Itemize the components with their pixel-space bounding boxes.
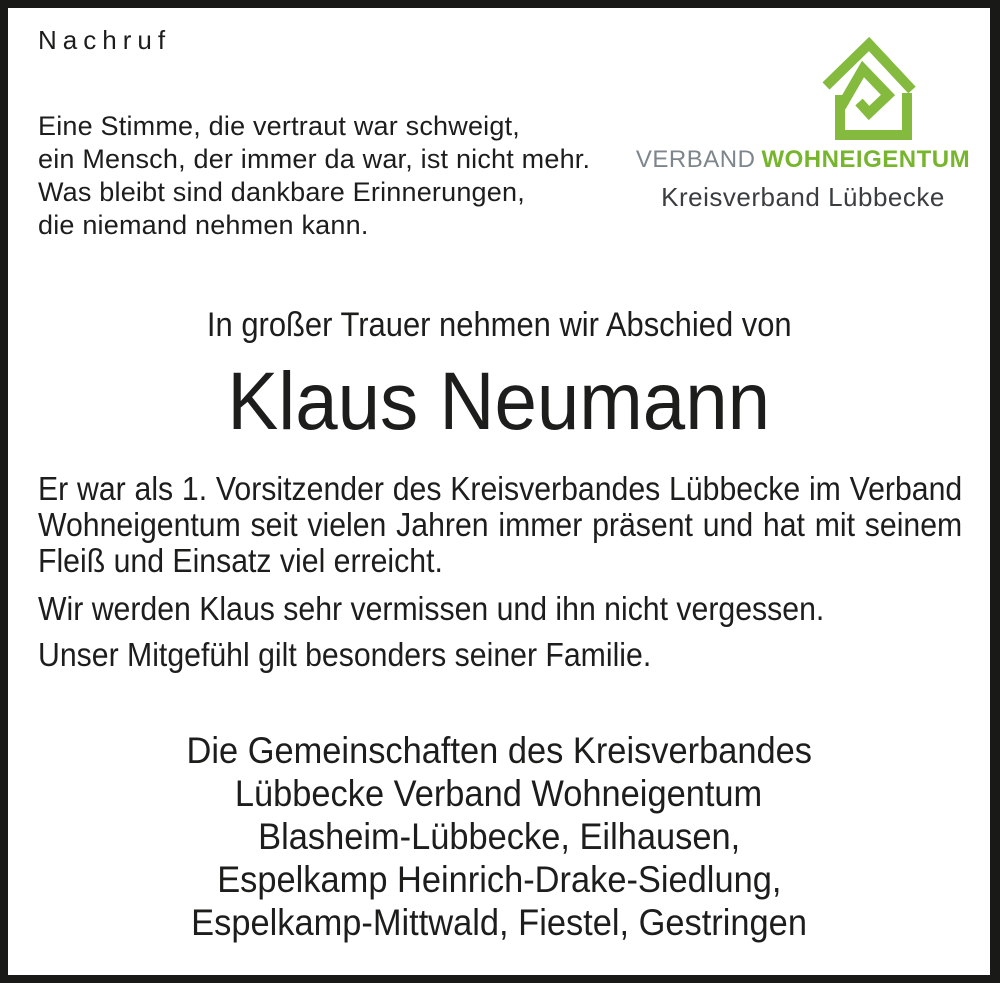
- intro-text: In großer Trauer nehmen wir Abschied von: [206, 306, 792, 344]
- org-name-verband: VERBAND: [635, 146, 756, 173]
- closing-line-3: Blasheim-Lübbecke, Eilhausen,: [257, 816, 741, 857]
- poem-line-1: Eine Stimme, die vertraut war schweigt,: [38, 111, 520, 141]
- house-logo-icon: [818, 33, 918, 145]
- poem-line-4: die niemand nehmen kann.: [38, 210, 369, 240]
- tribute-line-3: Fleiß und Einsatz viel erreicht.: [38, 542, 443, 579]
- condolence-paragraph: Unser Mitgefühl gilt besonders seiner Familie.: [38, 636, 652, 673]
- intro-line: [8, 305, 990, 345]
- deceased-name-text: Klaus Neumann: [227, 356, 771, 447]
- closing-line-2: Lübbecke Verband Wohneigentum: [235, 773, 763, 814]
- closing-line-5: Espelkamp-Mittwald, Fiestel, Gestringen: [191, 902, 807, 943]
- memorial-poem: [38, 110, 590, 242]
- poem-line-2: ein Mensch, der immer da war, ist nicht mehr.: [38, 144, 591, 174]
- deceased-name: [8, 357, 990, 447]
- closing-block: [8, 729, 990, 944]
- org-name-wohneigentum: WOHNEIGENTUM: [761, 146, 971, 173]
- missing-paragraph: Wir werden Klaus sehr vermissen und ihn nicht vergessen.: [38, 590, 825, 627]
- org-subtitle: Kreisverband Lübbecke: [661, 182, 945, 212]
- tribute-line-2: Wohneigentum seit vielen Jahren immer präsent und hat mit seinem: [38, 506, 963, 543]
- association-logo: [628, 33, 978, 211]
- tribute-paragraph: [38, 471, 962, 579]
- notice-type-label: Nachruf: [38, 25, 172, 55]
- tribute-line-1: Er war als 1. Vorsitzender des Kreisverbandes Lübbecke im Verband: [38, 470, 963, 507]
- closing-line-1: Die Gemeinschaften des Kreisverbandes: [186, 730, 812, 771]
- org-name: [628, 147, 978, 173]
- poem-line-3: Was bleibt sind dankbare Erinnerungen,: [38, 177, 525, 207]
- closing-line-4: Espelkamp Heinrich-Drake-Siedlung,: [216, 859, 782, 900]
